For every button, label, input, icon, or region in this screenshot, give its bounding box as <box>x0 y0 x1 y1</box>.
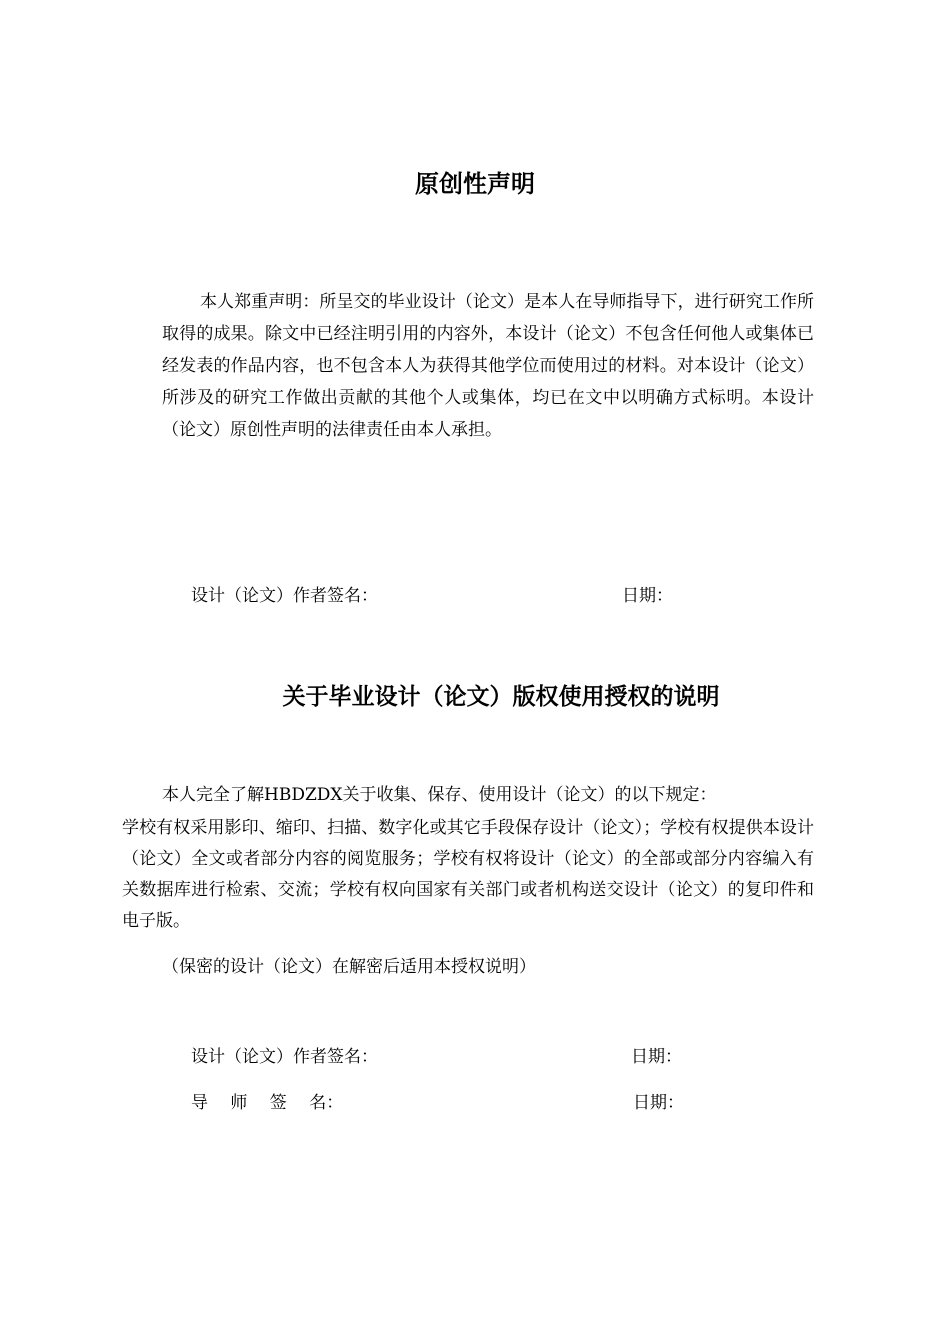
advisor-date-label: 日期： <box>633 1093 684 1113</box>
originality-statement-title: 原创性声明 <box>415 170 535 198</box>
copyright-authorization-title: 关于毕业设计（论文）版权使用授权的说明 <box>282 684 720 710</box>
authorization-intro: 本人完全了解HBDZDX关于收集、保存、使用设计（论文）的以下规定： <box>162 785 717 805</box>
authorization-author-date-label: 日期： <box>631 1047 682 1067</box>
advisor-signature-label: 导 师 签 名： <box>191 1093 344 1113</box>
confidentiality-note: （保密的设计（论文）在解密后适用本授权说明） <box>162 957 536 977</box>
author-date-label: 日期： <box>622 586 673 606</box>
authorization-body: 学校有权采用影印、缩印、扫描、数字化或其它手段保存设计（论文）；学校有权提供本设计（论文）全文或者部分内容的阅览服务；学校有权将设计（论文）的全部或部分内容编入有关数据库进行检索、交流；学校有权向国家有关部门或者机构送交设计（论文）的复印件和电子版。 <box>122 818 814 931</box>
originality-statement-paragraph: 本人郑重声明：所呈交的毕业设计（论文）是本人在导师指导下，进行研究工作所取得的成果。除文中已经注明引用的内容外，本设计（论文）不包含任何他人或集体已经发表的作品内容，也不包含本人为获得其他学位而使用过的材料。对本设计（论文）所涉及的研究工作做出贡献的其他个人或集体，均已在文中以明确方式标明。本设计（论文）原创性声明的法律责任由本人承担。 <box>162 292 814 440</box>
authorization-author-signature-label: 设计（论文）作者签名： <box>191 1047 378 1067</box>
author-signature-label: 设计（论文）作者签名： <box>191 586 378 606</box>
